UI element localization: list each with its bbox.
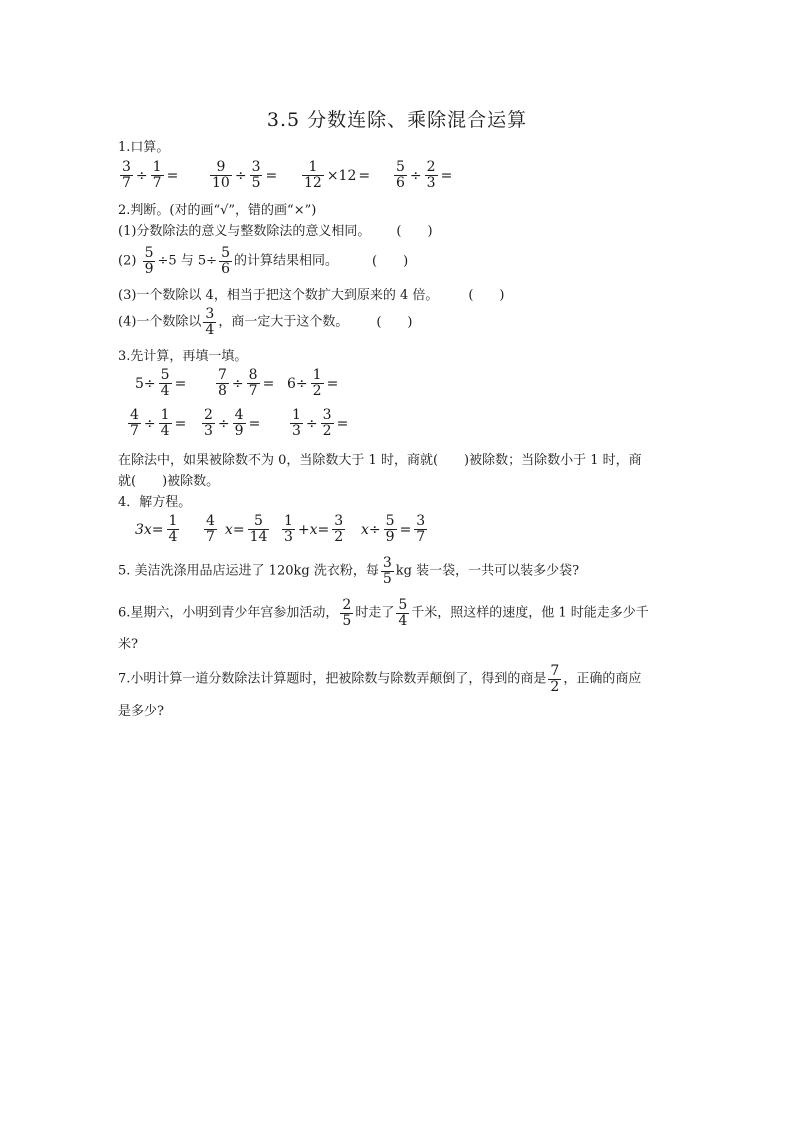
fraction: $\frac{5}{6}$ (221, 245, 230, 277)
q3-fill-line-1: 在除法中，如果被除数不为 0，当除数大于 1 时，商就( )被除数；当除数小于 1 时，商 (118, 453, 642, 468)
fraction: $\frac{9}{10}$ (212, 159, 230, 191)
q3-heading: 3.先计算，再填一填。 (118, 349, 248, 364)
q1-item-2: $\frac{9}{10}$ ÷ $\frac{3}{5}$ = (212, 159, 278, 191)
q1-heading: 1.口算。 (118, 140, 170, 155)
fraction: $\frac{2}{3}$ (426, 159, 436, 191)
fraction: $\frac{1}{2}$ (312, 367, 322, 399)
fraction: $\frac{2}{3}$ (204, 407, 213, 439)
fraction: $\frac{3}{5}$ (382, 555, 392, 587)
fraction: $\frac{7}{2}$ (550, 663, 560, 695)
q4-equation-1: 3x= $\frac{1}{4}$ (135, 513, 178, 545)
fraction: $\frac{1}{7}$ (152, 159, 162, 191)
fraction: $\frac{7}{8}$ (218, 367, 227, 399)
fraction: $\frac{3}{2}$ (322, 407, 332, 439)
q3-item-5: $\frac{2}{3}$ ÷ $\frac{4}{9}$ = (204, 407, 261, 439)
q4-equation-3: $\frac{1}{3}$ +x= $\frac{3}{2}$ (284, 513, 344, 545)
q7-problem-line-2: 是多少? (118, 704, 164, 719)
q1-item-3: $\frac{1}{12}$ ×12 = (304, 159, 371, 191)
fraction: $\frac{3}{5}$ (251, 159, 261, 191)
q3-item-4: $\frac{4}{7}$ ÷ $\frac{1}{4}$ = (130, 407, 187, 439)
q4-equation-2: $\frac{4}{7}$ x= $\frac{5}{14}$ (206, 513, 268, 545)
q6-problem: 6.星期六，小明到青少年宫参加活动， $\frac{2}{5}$ 时走了 $\frac{5}{4}$ 千米，照这样的速度，他 1 时能走多少千 (118, 597, 649, 629)
fraction: $\frac{1}{4}$ (160, 407, 170, 439)
fraction: $\frac{4}{9}$ (234, 407, 244, 439)
q3-item-1: 5÷ $\frac{5}{4}$ = (135, 367, 187, 399)
fraction: $\frac{1}{12}$ (304, 159, 322, 191)
page-title: 3.5 分数连除、乘除混合运算 (266, 109, 528, 131)
fraction: $\frac{4}{7}$ (206, 513, 215, 545)
fraction: $\frac{5}{9}$ (144, 245, 154, 277)
fraction: $\frac{4}{7}$ (130, 407, 139, 439)
fraction: $\frac{3}{7}$ (416, 513, 426, 545)
fraction: $\frac{3}{4}$ (205, 306, 215, 338)
fraction: $\frac{1}{3}$ (284, 513, 293, 545)
fraction: $\frac{3}{7}$ (122, 159, 131, 191)
q3-item-3: 6÷ $\frac{1}{2}$ = (287, 367, 339, 399)
q4-equation-4: x÷ $\frac{5}{9}$ = $\frac{3}{7}$ (361, 513, 426, 545)
q2-statement-1: (1)分数除法的意义与整数除法的意义相同。 ( ) (118, 224, 433, 239)
q1-item-4: $\frac{5}{6}$ ÷ $\frac{2}{3}$ = (396, 159, 453, 191)
q3-item-6: $\frac{1}{3}$ ÷ $\frac{3}{2}$ = (292, 407, 349, 439)
fraction: $\frac{1}{3}$ (292, 407, 301, 439)
q5-problem: 5. 美洁洗涤用品店运进了 120kg 洗衣粉，每 $\frac{3}{5}$ kg 装一袋，一共可以装多少袋? (118, 555, 580, 587)
q2-heading: 2.判断。(对的画“√”，错的画“×”) (118, 203, 317, 218)
q1-item-1: $\frac{3}{7}$ ÷ $\frac{1}{7}$ = (122, 159, 179, 191)
fraction: $\frac{2}{5}$ (342, 597, 352, 629)
q6-problem-line-2: 米? (118, 637, 138, 652)
fraction: $\frac{5}{9}$ (385, 513, 395, 545)
q2-statement-4: (4)一个数除以 $\frac{3}{4}$ ，商一定大于这个数。 ( ) (118, 306, 413, 338)
fraction: $\frac{5}{6}$ (396, 159, 405, 191)
fraction: $\frac{1}{4}$ (168, 513, 178, 545)
fraction: $\frac{8}{7}$ (248, 367, 258, 399)
q3-item-2: $\frac{7}{8}$ ÷ $\frac{8}{7}$ = (218, 367, 275, 399)
fraction: $\frac{3}{2}$ (334, 513, 344, 545)
q2-statement-2: (2) $\frac{5}{9}$ ÷5 与 5÷ $\frac{5}{6}$ 的计算结果相同。 ( ) (118, 245, 409, 277)
q2-statement-3: (3)一个数除以 4，相当于把这个数扩大到原来的 4 倍。 ( ) (118, 288, 505, 303)
q7-problem: 7.小明计算一道分数除法计算题时，把被除数与除数弄颠倒了，得到的商是 $\frac{7}{2}$ ，正确的商应 (118, 663, 642, 695)
q4-heading: 4．解方程。 (118, 495, 192, 510)
q3-fill-line-2: 就( )被除数。 (118, 474, 220, 489)
fraction: $\frac{5}{4}$ (398, 597, 408, 629)
fraction: $\frac{5}{4}$ (160, 367, 170, 399)
fraction: $\frac{5}{14}$ (249, 513, 268, 545)
